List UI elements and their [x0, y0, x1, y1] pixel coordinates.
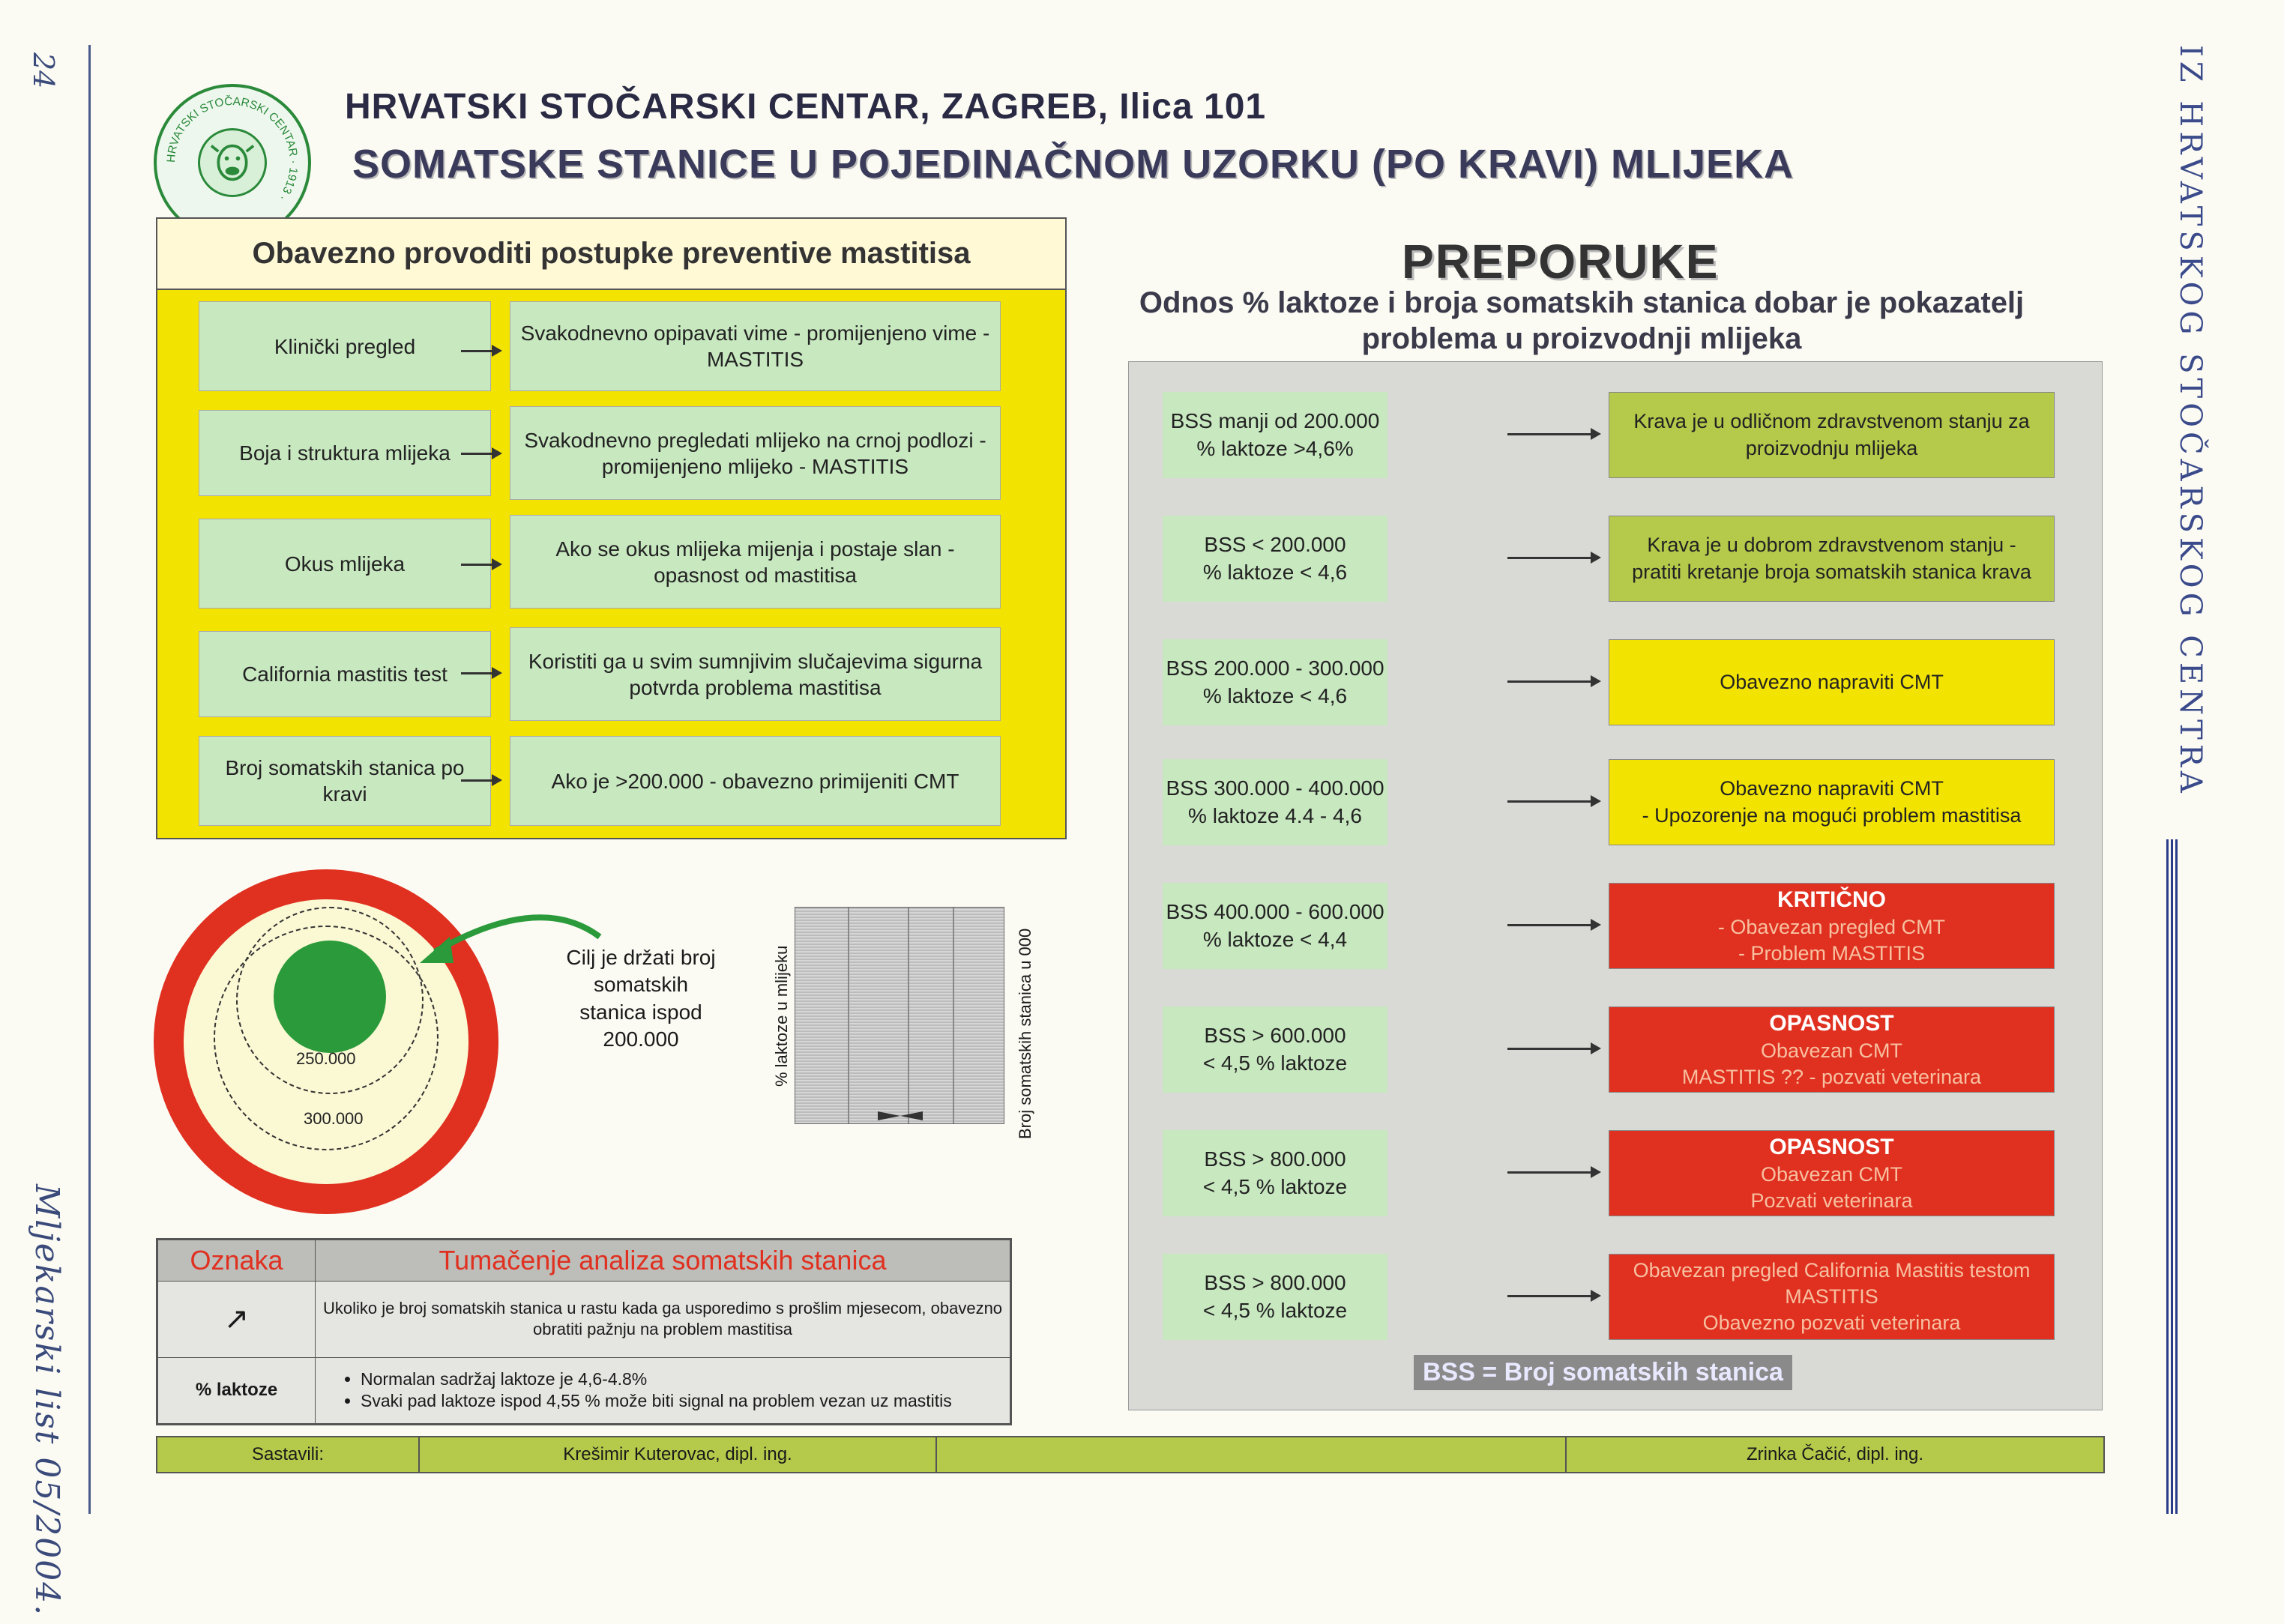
recommendation-line: MASTITIS: [1785, 1285, 1878, 1308]
arrow-icon: [461, 350, 495, 352]
recommendation-1: [1609, 516, 2055, 602]
recommendation-line: - Upozorenje na mogući problem mastitisa: [1642, 803, 2022, 827]
recommendation-line: Krava je u odličnom zdravstvenom stanju za proizvodnju mlijeka: [1633, 410, 2030, 459]
bss-range-6: [1163, 1130, 1387, 1216]
chart-right-axis-label: Broj somatskih stanica u 000: [1016, 928, 1034, 1139]
lactose-value: < 4,5 % laktoze: [1202, 1174, 1348, 1198]
footer-label: Sastavili:: [157, 1437, 420, 1472]
lactose-value: % laktoze < 4,4: [1202, 927, 1348, 951]
bss-range-5: [1163, 1006, 1387, 1093]
bss-value: BSS > 800.000: [1204, 1271, 1346, 1295]
organization-header: HRVATSKI STOČARSKI CENTAR, ZAGREB, Ilica 101: [345, 87, 1267, 127]
col-header-oznaka: Oznaka: [158, 1240, 316, 1282]
recommendation-3: [1609, 759, 2055, 845]
recommendation-line: Obavezan CMT: [1760, 1162, 1903, 1186]
trend-description: Ukoliko je broj somatskih stanica u rastu kada ga usporedimo s prošlim mjesecom, obavezno obratiti pažnju na problem mastitisa: [316, 1282, 1010, 1358]
prevention-label-2: Okus mlijeka: [199, 519, 491, 609]
recommendation-line: Pozvati veterinara: [1750, 1189, 1913, 1212]
recommendation-4: [1609, 883, 2055, 969]
chart-gridline: [848, 908, 849, 1123]
chart-marker-icon: [878, 1110, 923, 1122]
cow-head-icon: [198, 128, 267, 197]
arrow-icon: [1507, 433, 1594, 435]
target-center: [274, 941, 386, 1053]
ring-label-250: 250.000: [296, 1049, 356, 1068]
bss-value: BSS 200.000 - 300.000: [1166, 656, 1384, 680]
bss-value: BSS > 800.000: [1204, 1147, 1346, 1171]
lactose-value: < 4,5 % laktoze: [1202, 1298, 1348, 1322]
prevention-title: Obavezno provoditi postupke preventive mastitisa: [157, 219, 1065, 290]
lactose-label: % laktoze: [158, 1357, 316, 1423]
goal-text: Cilj je držati broj somatskih stanica ispod 200.000: [566, 946, 716, 1051]
bss-value: BSS < 200.000: [1204, 533, 1346, 557]
recommendation-line: - Obavezan pregled CMT: [1717, 915, 1946, 938]
recommendations-title: PREPORUKE: [1402, 235, 1720, 289]
interpretation-table: [156, 1238, 1012, 1425]
bss-range-2: [1163, 639, 1387, 725]
prevention-action-3: Koristiti ga u svim sumnjivim slučajevima sigurna potvrda problema mastitisa: [510, 627, 1001, 721]
lactose-value: % laktoze < 4,6: [1202, 683, 1348, 707]
mini-chart: [795, 907, 1004, 1124]
arrow-icon: [461, 672, 495, 674]
lactose-value: % laktoze 4.4 - 4,6: [1188, 803, 1362, 827]
bss-range-1: [1163, 516, 1387, 602]
recommendation-5: [1609, 1006, 2055, 1093]
arrow-icon: [1507, 680, 1594, 683]
bss-value: BSS manji od 200.000: [1170, 409, 1380, 433]
arrow-icon: [461, 564, 495, 566]
recommendation-line: MASTITIS ?? - pozvati veterinara: [1681, 1066, 1982, 1088]
bss-value: BSS > 600.000: [1204, 1024, 1346, 1048]
lactose-value: < 4,5 % laktoze: [1202, 1051, 1348, 1075]
recommendation-line: Obavezno napraviti CMT: [1720, 777, 1944, 800]
lactose-notes: [316, 1357, 1010, 1423]
prevention-action-2: Ako se okus mlijeka mijenja i postaje slan - opasnost od mastitisa: [510, 515, 1001, 609]
col-header-interpretation: Tumačenje analiza somatskih stanica: [316, 1240, 1010, 1282]
arrow-icon: [1507, 800, 1594, 803]
arrow-icon: [1507, 1171, 1594, 1174]
ring-label-300: 300.000: [304, 1109, 364, 1128]
prevention-label-1: Boja i struktura mlijeka: [199, 410, 491, 496]
prevention-panel: [156, 217, 1067, 839]
bss-range-4: [1163, 883, 1387, 969]
list-item: • Normalan sadržaj laktoze je 4,6-4.8%: [361, 1368, 1010, 1391]
arrow-icon: [1507, 924, 1594, 926]
footer-author-1: Krešimir Kuterovac, dipl. ing.: [420, 1437, 937, 1472]
lactose-value: % laktoze < 4,6: [1202, 560, 1348, 584]
bss-range-7: [1163, 1254, 1387, 1340]
recommendation-line: Obavezno napraviti CMT: [1720, 670, 1944, 693]
list-item: • Svaki pad laktoze ispod 4,55 % može biti signal na problem vezan uz mastitis: [361, 1390, 1010, 1413]
recommendation-heading: KRITIČNO: [1777, 887, 1886, 912]
chart-left-axis-label: % laktoze u mlijeku: [772, 945, 791, 1087]
footer-author-2: Zrinka Čačić, dipl. ing.: [1746, 1444, 1924, 1464]
chart-gridline: [953, 908, 954, 1123]
recommendations-panel: [1128, 361, 2103, 1410]
prevention-label-0: Klinički pregled: [199, 301, 491, 391]
recommendation-line: Obavezan CMT: [1760, 1039, 1903, 1062]
page-title: SOMATSKE STANICE U POJEDINAČNOM UZORKU (PO KRAVI) MLIJEKA: [352, 142, 1795, 187]
left-rule: [88, 45, 91, 1514]
recommendation-heading: OPASNOST: [1769, 1134, 1894, 1159]
prevention-label-3: California mastitis test: [199, 631, 491, 717]
arrow-icon: [461, 453, 495, 455]
recommendation-2: [1609, 639, 2055, 725]
bss-range-3: [1163, 759, 1387, 845]
arrow-icon: [1507, 557, 1594, 559]
recommendation-heading: OPASNOST: [1769, 1010, 1894, 1036]
prevention-action-4: Ako je >200.000 - obavezno primijeniti CMT: [510, 736, 1001, 826]
arrow-icon: [1507, 1295, 1594, 1297]
prevention-action-1: Svakodnevno pregledati mlijeko na crnoj podlozi - promijenjeno mlijeko - MASTITIS: [510, 406, 1001, 500]
recommendations-subtitle: Odnos % laktoze i broja somatskih stanica dobar je pokazatelj problema u proizvodnji mlijeka: [1139, 286, 2025, 355]
bss-legend: BSS = Broj somatskih stanica: [1414, 1355, 1792, 1390]
journal-name: Mljekarski list 05/2004.: [28, 1184, 66, 1617]
arrow-icon: [1507, 1048, 1594, 1050]
recommendation-line: - Problem MASTITIS: [1738, 942, 1926, 965]
prevention-label-4: Broj somatskih stanica po kravi: [199, 736, 491, 826]
bss-value: BSS 400.000 - 600.000: [1166, 900, 1384, 924]
decorative-bars: [2166, 839, 2178, 1514]
recommendation-7: [1609, 1254, 2055, 1340]
page-number: 24: [27, 52, 60, 89]
trend-arrow-icon: ↗: [158, 1282, 316, 1358]
bss-range-0: [1163, 392, 1387, 478]
footer-bar: [156, 1436, 2105, 1473]
footer-spacer: [937, 1437, 1567, 1472]
side-title: IZ HRVATSKOG STOČARSKOG CENTRA: [2173, 45, 2208, 797]
recommendation-line: Krava je u dobrom zdravstvenom stanju - pratiti kretanje broja somatskih stanica krava: [1632, 534, 2031, 583]
recommendation-6: [1609, 1130, 2055, 1216]
recommendation-0: [1609, 392, 2055, 478]
svg-text:HRVATSKI STOČARSKI CENTAR · 19: HRVATSKI STOČARSKI CENTAR · 1913 ·: [164, 94, 300, 203]
recommendation-line: Obavezno pozvati veterinara: [1702, 1311, 1961, 1335]
recommendation-line: Obavezan pregled California Mastitis testom: [1633, 1258, 2031, 1282]
lactose-value: % laktoze >4,6%: [1196, 436, 1354, 460]
prevention-action-0: Svakodnevno opipavati vime - promijenjeno vime - MASTITIS: [510, 301, 1001, 391]
chart-gridline: [908, 908, 909, 1123]
bss-value: BSS 300.000 - 400.000: [1166, 776, 1384, 800]
arrow-icon: [461, 779, 495, 782]
